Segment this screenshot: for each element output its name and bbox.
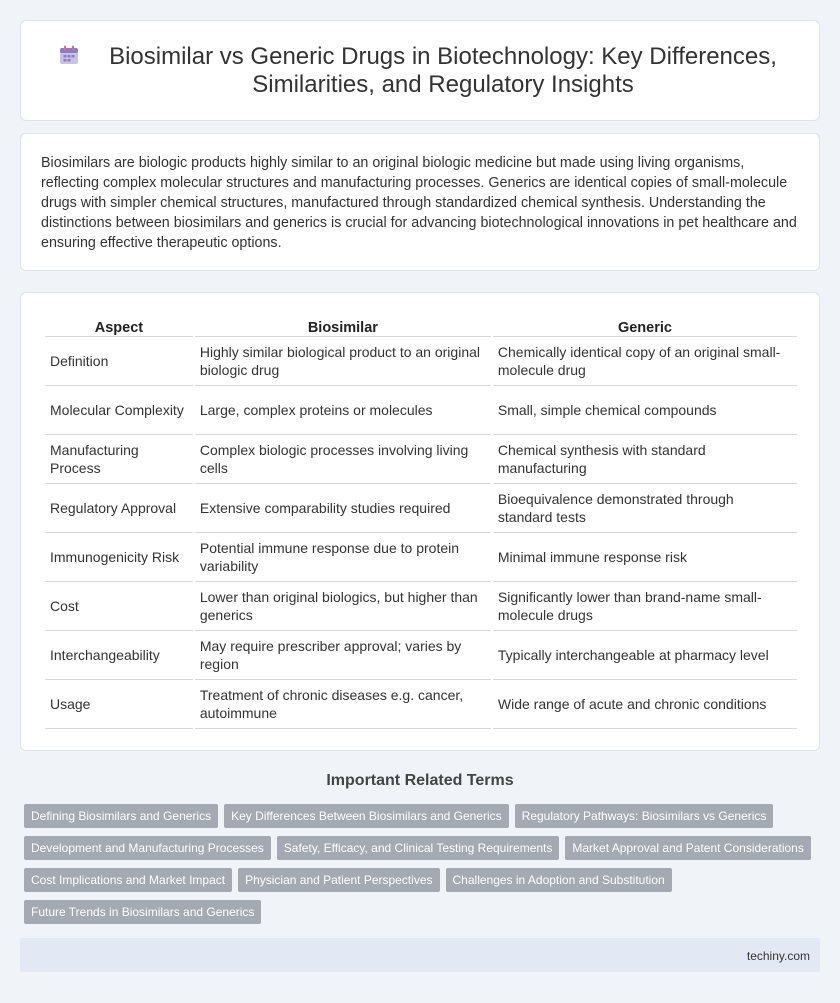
header-biosimilar: Biosimilar [195, 315, 491, 337]
cell-biosimilar: Highly similar biological product to an original biologic drug [195, 337, 491, 386]
cell-biosimilar: May require prescriber approval; varies by region [195, 631, 491, 680]
table-row [45, 533, 797, 582]
cell-aspect: Cost [45, 582, 193, 631]
cell-biosimilar: Complex biologic processes involving living cells [195, 435, 491, 484]
cell-biosimilar: Treatment of chronic diseases e.g. cancer, autoimmune [195, 680, 491, 729]
cell-aspect: Regulatory Approval [45, 484, 193, 533]
related-term-tag[interactable]: Future Trends in Biosimilars and Generics [24, 900, 261, 924]
table-row [45, 631, 797, 680]
cell-generic: Chemical synthesis with standard manufacturing [493, 435, 797, 484]
table-row [45, 484, 797, 533]
footer-brand-link[interactable]: techiny.com [746, 949, 810, 963]
cell-aspect: Manufacturing Process [45, 435, 193, 484]
title-card [20, 20, 820, 121]
related-term-tag[interactable]: Physician and Patient Perspectives [238, 868, 439, 892]
cell-aspect: Molecular Complexity [45, 386, 193, 435]
related-term-tag[interactable]: Cost Implications and Market Impact [24, 868, 232, 892]
cell-generic: Minimal immune response risk [493, 533, 797, 582]
intro-card [20, 133, 820, 271]
table-header-row [45, 315, 797, 337]
table-row [45, 337, 797, 386]
page-title: Biosimilar vs Generic Drugs in Biotechnology: Key Differences, Similarities, and Regulatory Insights [109, 42, 777, 98]
comparison-table-card [20, 292, 820, 751]
related-term-tag[interactable]: Development and Manufacturing Processes [24, 836, 271, 860]
related-term-tag[interactable]: Defining Biosimilars and Generics [24, 804, 218, 828]
cell-generic: Significantly lower than brand-name small-molecule drugs [493, 582, 797, 631]
intro-paragraph: Biosimilars are biologic products highly similar to an original biologic medicine but made using living organisms, reflecting complex molecular structures and manufacturing processes. Generics are identical copies of small-molecule drugs with simpler chemical structures, manufactured through standardized chemical synthesis. Understanding the distinctions between biosimilars and generics is crucial for advancing biotechnological innovations in pet healthcare and ensuring effective therapeutic options. [41, 155, 797, 251]
table-row [45, 435, 797, 484]
title-wrap [21, 21, 819, 120]
table-row [45, 680, 797, 729]
cell-generic: Bioequivalence demonstrated through standard tests [493, 484, 797, 533]
cell-aspect: Definition [45, 337, 193, 386]
related-term-tag[interactable]: Key Differences Between Biosimilars and Generics [224, 804, 509, 828]
cell-biosimilar: Potential immune response due to protein variability [195, 533, 491, 582]
table-row [45, 386, 797, 435]
related-term-tag[interactable]: Market Approval and Patent Considerations [565, 836, 810, 860]
cell-aspect: Usage [45, 680, 193, 729]
cell-generic: Chemically identical copy of an original small-molecule drug [493, 337, 797, 386]
header-aspect: Aspect [45, 315, 193, 337]
related-term-tag[interactable]: Safety, Efficacy, and Clinical Testing Requirements [277, 836, 560, 860]
related-terms-heading: Important Related Terms [326, 772, 514, 789]
cell-biosimilar: Extensive comparability studies required [195, 484, 491, 533]
cell-generic: Small, simple chemical compounds [493, 386, 797, 435]
cell-generic: Typically interchangeable at pharmacy level [493, 631, 797, 680]
comparison-table [43, 315, 799, 729]
related-terms-list [24, 804, 824, 924]
cell-generic: Wide range of acute and chronic conditions [493, 680, 797, 729]
cell-aspect: Interchangeability [45, 631, 193, 680]
cell-aspect: Immunogenicity Risk [45, 533, 193, 582]
related-term-tag[interactable]: Regulatory Pathways: Biosimilars vs Generics [515, 804, 774, 828]
header-generic: Generic [493, 315, 797, 337]
footer [20, 938, 820, 972]
table-row [45, 582, 797, 631]
cell-biosimilar: Large, complex proteins or molecules [195, 386, 491, 435]
cell-biosimilar: Lower than original biologics, but higher than generics [195, 582, 491, 631]
calendar-icon [57, 43, 81, 67]
related-term-tag[interactable]: Challenges in Adoption and Substitution [446, 868, 672, 892]
